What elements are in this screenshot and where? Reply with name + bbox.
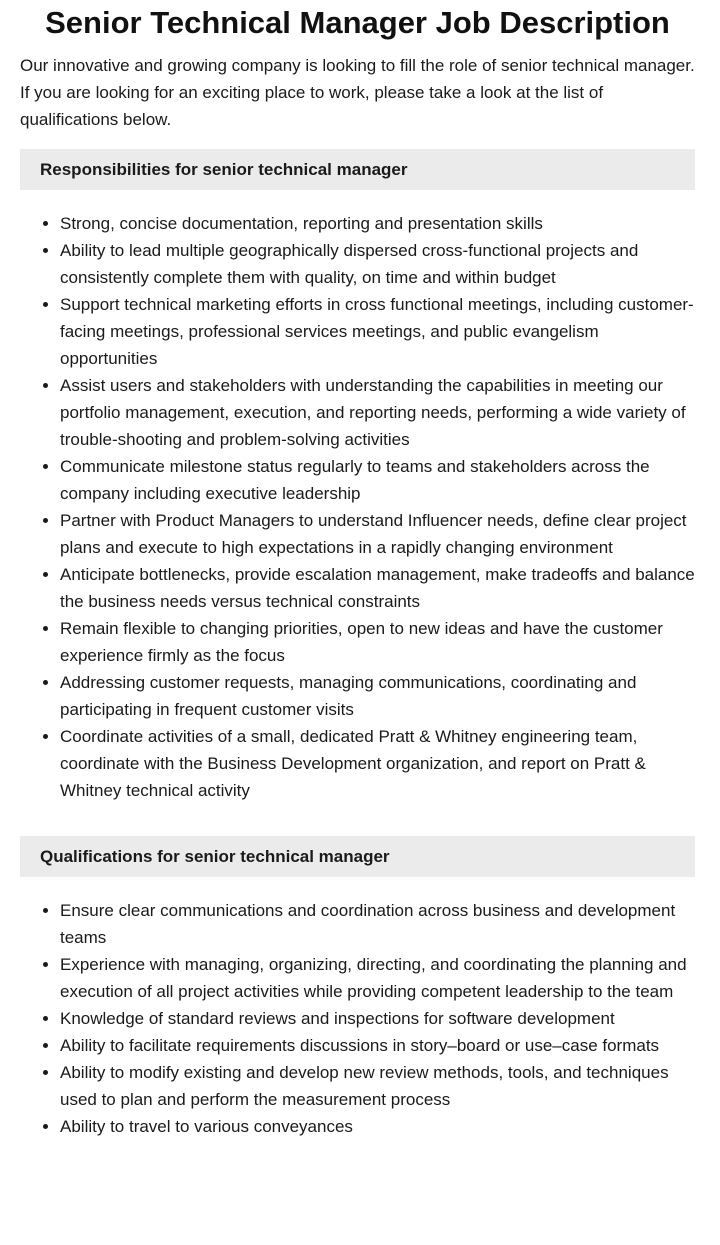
list-item: • Support technical marketing efforts in cross functional meetings, including customer-facing meetings, professional services meetings, and public evangelism opportunities xyxy=(60,291,695,372)
list-item: • Assist users and stakeholders with understanding the capabilities in meeting our portfolio management, execution, and reporting needs, performing a wide variety of trouble-shooting and problem-solving activities xyxy=(60,372,695,453)
list-item: • Anticipate bottlenecks, provide escalation management, make tradeoffs and balance the business needs versus technical constraints xyxy=(60,561,695,615)
list-item: • Communicate milestone status regularly to teams and stakeholders across the company including executive leadership xyxy=(60,453,695,507)
list-item: • Experience with managing, organizing, directing, and coordinating the planning and execution of all project activities while providing competent leadership to the team xyxy=(60,951,695,1005)
list-item: • Addressing customer requests, managing communications, coordinating and participating in frequent customer visits xyxy=(60,669,695,723)
list-item: • Ability to travel to various conveyances xyxy=(60,1113,695,1140)
list-item: • Ability to facilitate requirements discussions in story–board or use–case formats xyxy=(60,1032,695,1059)
list-item: • Remain flexible to changing priorities, open to new ideas and have the customer experience firmly as the focus xyxy=(60,615,695,669)
qualifications-heading: Qualifications for senior technical manager xyxy=(20,836,695,877)
intro-paragraph: Our innovative and growing company is looking to fill the role of senior technical manager. If you are looking for an exciting place to work, please take a look at the list of qualifications below. xyxy=(20,56,695,129)
list-item: • Partner with Product Managers to understand Influencer needs, define clear project plans and execute to high expectations in a rapidly changing environment xyxy=(60,507,695,561)
list-item: • Ability to lead multiple geographically dispersed cross-functional projects and consistently complete them with quality, on time and within budget xyxy=(60,237,695,291)
qualifications-list xyxy=(20,897,695,1140)
list-item: • Strong, concise documentation, reporting and presentation skills xyxy=(60,210,695,237)
responsibilities-list xyxy=(20,210,695,804)
list-item: • Knowledge of standard reviews and inspections for software development xyxy=(60,1005,695,1032)
list-item: • Coordinate activities of a small, dedicated Pratt & Whitney engineering team, coordinate with the Business Development organization, and report on Pratt & Whitney technical activity xyxy=(60,723,695,804)
responsibilities-heading: Responsibilities for senior technical manager xyxy=(20,149,695,190)
list-item: • Ability to modify existing and develop new review methods, tools, and techniques used to plan and perform the measurement process xyxy=(60,1059,695,1113)
list-item: • Ensure clear communications and coordination across business and development teams xyxy=(60,897,695,951)
page-title: Senior Technical Manager Job Description xyxy=(45,5,670,40)
